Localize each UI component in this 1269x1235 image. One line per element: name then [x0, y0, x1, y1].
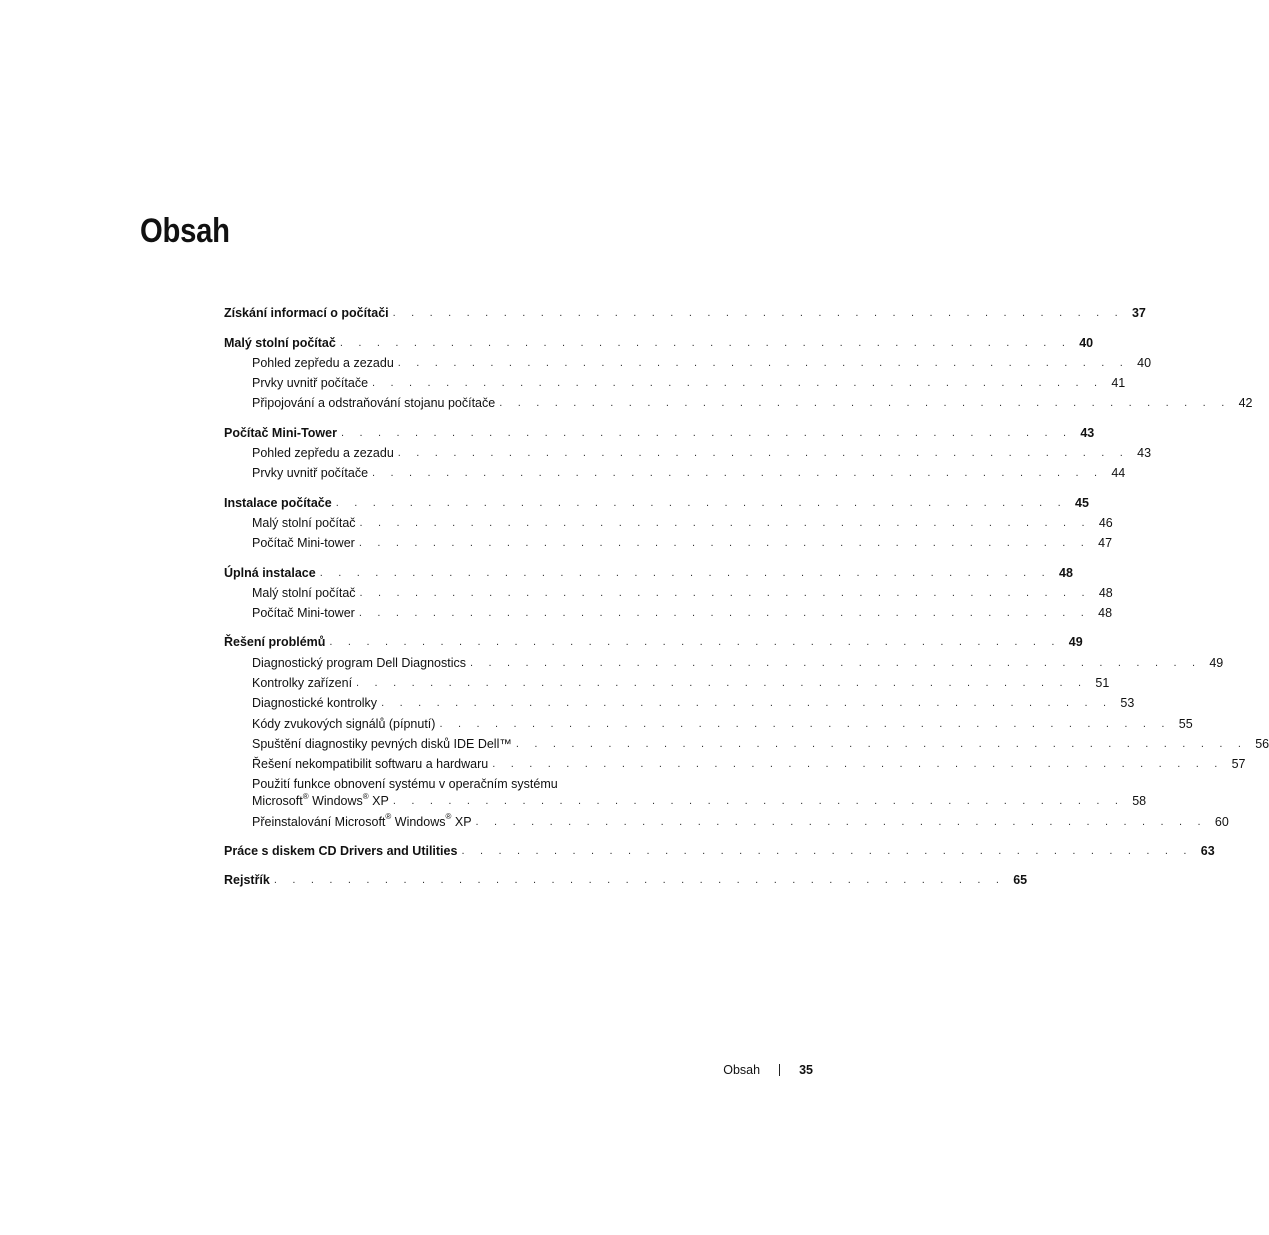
toc-entry[interactable] — [224, 303, 1146, 323]
toc-entry-page: 43 — [1080, 425, 1095, 440]
toc-entry-label: Získání informací o počítači — [224, 306, 389, 321]
toc-entry[interactable] — [224, 632, 1083, 652]
toc-leader-dots: . . . . . . . . . . . . . . . . . . . . . . . . . . . . . . . . . . . . . . . . — [461, 844, 1193, 857]
toc-leader-dots: . . . . . . . . . . . . . . . . . . . . . . . . . . . . . . . . . . . . . . . . — [469, 656, 1202, 669]
toc-entry-label: Rejstřík — [224, 873, 270, 888]
toc-subentry-page: 49 — [1209, 655, 1224, 670]
toc-subentry-page: 51 — [1095, 676, 1110, 691]
toc-subentry-page: 46 — [1098, 515, 1113, 530]
toc-leader-dots: . . . . . . . . . . . . . . . . . . . . . . . . . . . . . . . . . . . . . . . . — [397, 447, 1130, 460]
toc-subentry-label: Prvky uvnitř počítače — [252, 376, 369, 391]
toc-subentry-page: 43 — [1137, 446, 1152, 461]
toc-subentry[interactable] — [224, 774, 1147, 811]
toc-subentry[interactable] — [224, 443, 1152, 463]
toc-entry[interactable] — [224, 492, 1089, 512]
toc-subentry-page: 53 — [1120, 696, 1135, 711]
footer-page-number: 35 — [799, 1063, 813, 1077]
toc-subentry[interactable] — [224, 393, 1253, 413]
toc-subentry[interactable] — [224, 533, 1113, 553]
toc-leader-dots: . . . . . . . . . . . . . . . . . . . . . . . . . . . . . . . . . . . . . . . . — [492, 758, 1224, 771]
toc-leader-dots: . . . . . . . . . . . . . . . . . . . . . . . . . . . . . . . . . . . . . . . . — [319, 566, 1051, 579]
toc-leader-dots: . . . . . . . . . . . . . . . . . . . . . . . . . . . . . . . . . . . . . . . . — [335, 496, 1067, 509]
toc-subentry-label: Pohled zepředu a zezadu — [252, 355, 394, 370]
toc-section — [224, 303, 1146, 323]
toc-leader-dots: . . . . . . . . . . . . . . . . . . . . . . . . . . . . . . . . . . . . . . . . — [359, 516, 1091, 529]
toc-entry-label: Instalace počítače — [224, 495, 332, 510]
toc-subentry-page: 44 — [1111, 466, 1126, 481]
toc-leader-dots: . . . . . . . . . . . . . . . . . . . . . . . . . . . . . . . . . . . . . . . . — [273, 874, 1006, 887]
toc-subentry-page: 56 — [1255, 736, 1269, 751]
toc-entry-label: Práce s diskem CD Drivers and Utilities — [224, 843, 458, 858]
toc-subentry[interactable] — [224, 652, 1224, 672]
toc-subentry[interactable] — [224, 353, 1152, 373]
toc-section — [224, 492, 1113, 553]
toc-subentry[interactable] — [224, 603, 1113, 623]
toc-subentry[interactable] — [224, 673, 1110, 693]
toc-entry[interactable] — [224, 422, 1095, 442]
toc-subentry-label: Diagnostické kontrolky — [252, 696, 378, 711]
toc-entry-page: 37 — [1131, 306, 1146, 321]
toc-section — [224, 422, 1152, 483]
toc-subentry-page: 58 — [1132, 794, 1147, 809]
toc-leader-dots: . . . . . . . . . . . . . . . . . . . . . . . . . . . . . . . . . . . . . . . . — [340, 426, 1073, 439]
toc-leader-dots: . . . . . . . . . . . . . . . . . . . . . . . . . . . . . . . . . . . . . . . . — [358, 537, 1091, 550]
toc-leader-dots: . . . . . . . . . . . . . . . . . . . . . . . . . . . . . . . . . . . . . . . . — [392, 307, 1124, 320]
toc-entry-page: 48 — [1059, 565, 1073, 580]
toc-leader-dots: . . . . . . . . . . . . . . . . . . . . . . . . . . . . . . . . . . . . . . . . — [359, 586, 1091, 599]
toc-entry-label: Úplná instalace — [224, 565, 316, 580]
table-of-contents — [224, 303, 1269, 899]
registered-mark: ® — [385, 812, 392, 822]
page-title: Obsah — [140, 212, 230, 250]
toc-entry-label: Počítač Mini-Tower — [224, 425, 337, 440]
toc-subentry-label: Diagnostický program Dell Diagnostics — [252, 655, 466, 670]
toc-leader-dots: . . . . . . . . . . . . . . . . . . . . . . . . . . . . . . . . . . . . . . . . — [439, 717, 1171, 730]
page-footer — [723, 1063, 813, 1077]
registered-mark: ® — [362, 792, 369, 802]
footer-divider — [779, 1064, 780, 1076]
toc-entry-label: Malý stolní počítač — [224, 335, 336, 350]
toc-subentry-label: Malý stolní počítač — [252, 585, 356, 600]
toc-subentry-label: Kontrolky zařízení — [252, 676, 353, 691]
toc-subentry[interactable] — [224, 373, 1126, 393]
toc-subentry[interactable] — [224, 811, 1229, 831]
toc-leader-dots: . . . . . . . . . . . . . . . . . . . . . . . . . . . . . . . . . . . . . . . . — [372, 467, 1104, 480]
toc-leader-dots: . . . . . . . . . . . . . . . . . . . . . . . . . . . . . . . . . . . . . . . . — [475, 815, 1207, 828]
toc-subentry-label: Kódy zvukových signálů (pípnutí) — [252, 716, 436, 731]
toc-leader-dots: . . . . . . . . . . . . . . . . . . . . . . . . . . . . . . . . . . . . . . . . — [356, 677, 1088, 690]
toc-subentry-page: 42 — [1238, 396, 1253, 411]
toc-leader-dots: . . . . . . . . . . . . . . . . . . . . . . . . . . . . . . . . . . . . . . . . — [515, 737, 1248, 750]
toc-leader-dots: . . . . . . . . . . . . . . . . . . . . . . . . . . . . . . . . . . . . . . . . — [381, 697, 1113, 710]
toc-subentry-label: Řešení nekompatibilit softwaru a hardwaru — [252, 757, 489, 772]
footer-section-name: Obsah — [723, 1063, 761, 1077]
toc-subentry-label: Prvky uvnitř počítače — [252, 466, 369, 481]
toc-subentry-label: Přeinstalování Microsoft® Windows® XP — [252, 812, 472, 829]
toc-entry-page: 45 — [1075, 495, 1089, 510]
toc-entry-page: 40 — [1079, 335, 1094, 350]
toc-subentry[interactable] — [224, 513, 1113, 533]
toc-leader-dots: . . . . . . . . . . . . . . . . . . . . . . . . . . . . . . . . . . . . . . . . — [339, 336, 1072, 349]
toc-subentry-label: Připojování a odstraňování stojanu počítače — [252, 396, 496, 411]
registered-mark: ® — [302, 792, 309, 802]
toc-entry-page: 65 — [1013, 873, 1028, 888]
toc-entry[interactable] — [224, 332, 1094, 352]
toc-entry-label: Řešení problémů — [224, 635, 326, 650]
toc-subentry-page: 40 — [1137, 355, 1152, 370]
toc-subentry-label: Malý stolní počítač — [252, 515, 356, 530]
toc-section — [224, 332, 1253, 413]
toc-entry-page: 63 — [1200, 843, 1215, 858]
toc-entry[interactable] — [224, 562, 1073, 582]
toc-subentry[interactable] — [224, 734, 1269, 754]
toc-section — [224, 870, 1028, 890]
toc-subentry[interactable] — [224, 583, 1113, 603]
toc-subentry-label: Pohled zepředu a zezadu — [252, 446, 394, 461]
toc-subentry-page: 41 — [1111, 376, 1126, 391]
toc-entry[interactable] — [224, 870, 1028, 890]
toc-subentry-label: Počítač Mini-tower — [252, 606, 355, 621]
toc-subentry-page: 55 — [1178, 716, 1193, 731]
toc-subentry-page: 47 — [1098, 536, 1113, 551]
toc-leader-dots: . . . . . . . . . . . . . . . . . . . . . . . . . . . . . . . . . . . . . . . . — [358, 607, 1091, 620]
toc-subentry[interactable] — [224, 693, 1135, 713]
toc-subentry-page: 57 — [1231, 757, 1246, 772]
toc-leader-dots: . . . . . . . . . . . . . . . . . . . . . . . . . . . . . . . . . . . . . . . . — [329, 636, 1061, 649]
toc-subentry-label: Microsoft® Windows® XP — [252, 792, 389, 809]
toc-subentry[interactable] — [224, 754, 1246, 774]
toc-subentry-page: 60 — [1214, 814, 1229, 829]
toc-subentry[interactable] — [224, 713, 1193, 733]
toc-subentry-page: 48 — [1098, 606, 1113, 621]
toc-entry-page: 49 — [1068, 635, 1083, 650]
toc-subentry[interactable] — [224, 463, 1126, 483]
toc-section — [224, 562, 1113, 623]
toc-leader-dots: . . . . . . . . . . . . . . . . . . . . . . . . . . . . . . . . . . . . . . . . — [392, 795, 1125, 808]
toc-entry[interactable] — [224, 841, 1215, 861]
toc-leader-dots: . . . . . . . . . . . . . . . . . . . . . . . . . . . . . . . . . . . . . . . . — [499, 397, 1231, 410]
toc-section — [224, 841, 1215, 861]
toc-leader-dots: . . . . . . . . . . . . . . . . . . . . . . . . . . . . . . . . . . . . . . . . — [397, 356, 1130, 369]
toc-subentry-label: Počítač Mini-tower — [252, 536, 355, 551]
registered-mark: ® — [445, 812, 452, 822]
toc-section — [224, 632, 1269, 831]
toc-leader-dots: . . . . . . . . . . . . . . . . . . . . . . . . . . . . . . . . . . . . . . . . — [372, 377, 1104, 390]
toc-subentry-page: 48 — [1098, 585, 1113, 600]
toc-subentry-label: Spuštění diagnostiky pevných disků IDE Dell™ — [252, 736, 512, 751]
toc-subentry-label: Použití funkce obnovení systému v operačním systému — [252, 777, 558, 792]
